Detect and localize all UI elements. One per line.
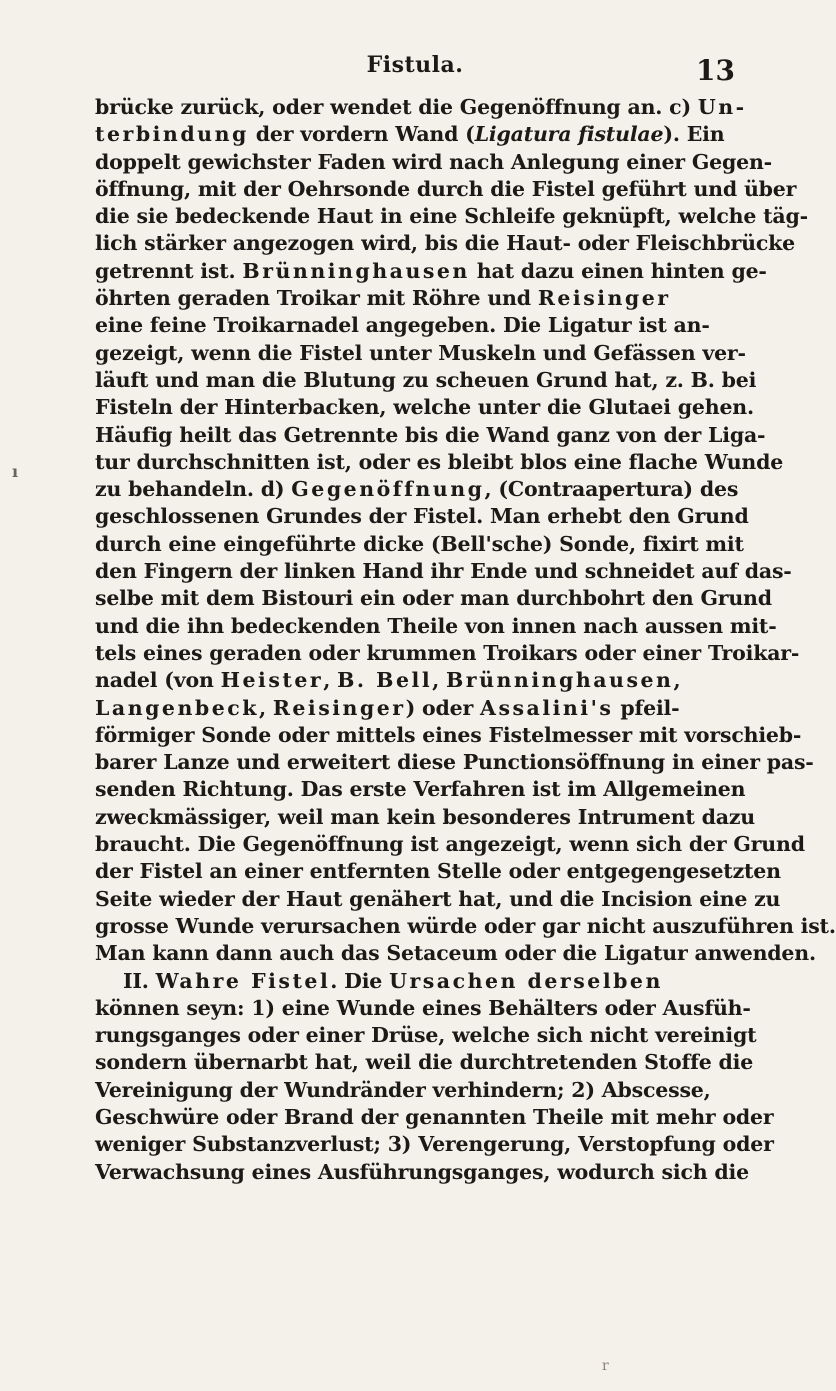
text-line xyxy=(95,831,805,858)
text-line xyxy=(95,121,745,148)
text-span: die sie bedeckende Haut in eine Schleife geknüpft, welche täg- xyxy=(95,204,808,229)
text-span: Verwachsung eines Ausführungsganges, wodurch sich die xyxy=(95,1159,749,1184)
text-line xyxy=(95,149,772,176)
text-span: Wahre Fistel xyxy=(155,968,331,993)
text-line xyxy=(95,1159,749,1186)
text-line xyxy=(95,94,745,121)
text-line xyxy=(95,476,745,503)
text-line xyxy=(95,749,814,776)
text-span: senden Richtung. Das erste Verfahren ist im Allgemeinen xyxy=(95,777,746,802)
text-span: öhrten geraden Troikar mit Röhre und xyxy=(95,286,538,311)
text-line xyxy=(95,503,749,530)
text-span: doppelt gewichster Faden wird nach Anlegung einer Gegen- xyxy=(95,149,772,174)
text-span: sondern übernarbt hat, weil die durchtretenden Stoffe die xyxy=(95,1050,754,1075)
page-number: 13 xyxy=(696,54,735,87)
text-line xyxy=(95,1104,774,1131)
text-span: ). Ein xyxy=(663,122,725,147)
text-line xyxy=(95,585,772,612)
text-span: den Fingern der linken Hand ihr Ende und schneidet auf das- xyxy=(95,559,792,584)
text-span: Langenbeck xyxy=(95,695,259,720)
text-span: , xyxy=(432,668,446,693)
text-span: . Die xyxy=(330,968,390,993)
text-span: zweckmässiger, weil man kein besonderes Intrument dazu xyxy=(95,804,755,829)
text-line xyxy=(95,1022,757,1049)
text-span: eine feine Troikarnadel angegeben. Die Ligatur ist an- xyxy=(95,313,710,338)
stray-mark: r xyxy=(602,1358,609,1374)
text-span: II. xyxy=(123,968,156,993)
text-span: Un- xyxy=(697,95,747,119)
text-span: , (Contraapertura) des xyxy=(484,477,739,502)
text-span: lich stärker angezogen wird, bis die Haut- oder Fleischbrücke xyxy=(95,231,795,256)
text-span: B. Bell xyxy=(337,668,433,693)
text-line xyxy=(95,367,757,394)
text-line xyxy=(95,258,767,285)
text-span: brücke zurück, oder wendet die Gegenöffnung an. c) xyxy=(95,95,698,119)
text-line xyxy=(95,667,745,694)
text-span: tels eines geraden oder krummen Troikars oder einer Troikar- xyxy=(95,640,800,665)
text-line xyxy=(95,886,781,913)
text-span: terbindung xyxy=(95,122,249,147)
text-span: ) oder xyxy=(405,695,481,720)
text-span: Man kann dann auch das Setaceum oder die Ligatur anwenden. xyxy=(95,941,816,966)
text-line xyxy=(95,285,745,312)
text-line xyxy=(95,1077,745,1104)
text-line xyxy=(95,695,745,722)
text-line xyxy=(95,940,816,967)
text-line xyxy=(95,913,836,940)
text-span: grosse Wunde verursachen würde oder gar nicht auszuführen ist. xyxy=(95,913,836,938)
text-span: hat dazu einen hinten ge- xyxy=(469,258,767,283)
text-span: Häufig heilt das Getrennte bis die Wand ganz von der Liga- xyxy=(95,422,766,447)
text-span: förmiger Sonde oder mittels eines Fistelmesser mit vorschieb- xyxy=(95,722,802,747)
text-line xyxy=(95,722,802,749)
text-line xyxy=(95,968,745,995)
body-text xyxy=(95,94,836,1186)
text-span: Seite wieder der Haut genähert hat, und die Incision eine zu xyxy=(95,886,781,911)
text-line xyxy=(95,340,745,367)
text-span: zu behandeln. d) xyxy=(95,477,292,502)
text-line xyxy=(95,640,800,667)
text-span: geschlossenen Grundes der Fistel. Man erhebt den Grund xyxy=(95,504,749,529)
text-span: , xyxy=(673,668,681,693)
text-line xyxy=(95,176,797,203)
text-span: Heister xyxy=(220,668,324,693)
text-span: , xyxy=(323,668,338,693)
text-span: Brünninghausen xyxy=(445,668,674,693)
text-line xyxy=(95,804,755,831)
text-span: Vereinigung der Wundränder verhindern; 2) Abscesse, xyxy=(95,1077,711,1102)
text-span: Fisteln der Hinterbacken, welche unter die Glutaei gehen. xyxy=(95,395,754,420)
margin-mark: ı xyxy=(12,462,19,481)
text-span: Ursachen derselben xyxy=(389,968,663,993)
text-line xyxy=(95,531,745,558)
text-span: getrennt ist. xyxy=(95,258,243,283)
text-line xyxy=(95,449,784,476)
text-span: rungsganges oder einer Drüse, welche sich nicht vereinigt xyxy=(95,1023,757,1048)
text-span: der vordern Wand ( xyxy=(248,122,475,147)
text-span: braucht. Die Gegenöffnung ist angezeigt, wenn sich der Grund xyxy=(95,832,805,857)
text-line xyxy=(95,558,792,585)
text-span: weniger Substanzverlust; 3) Verengerung, Verstopfung oder xyxy=(95,1132,774,1157)
text-span: Gegenöffnung xyxy=(291,477,485,502)
text-line xyxy=(95,230,795,257)
text-span: können seyn: 1) eine Wunde eines Behälters oder Ausfüh- xyxy=(95,995,751,1020)
text-span: der Fistel an einer entfernten Stelle oder entgegengesetzten xyxy=(95,859,781,884)
text-span: Geschwüre oder Brand der genannten Theile mit mehr oder xyxy=(95,1104,774,1129)
text-span: Assalini's xyxy=(480,695,614,720)
running-title: Fistula. xyxy=(366,52,464,78)
page-header xyxy=(95,52,735,92)
text-span: pfeil- xyxy=(613,695,680,720)
text-span: öffnung, mit der Oehrsonde durch die Fistel geführt und über xyxy=(95,176,797,201)
text-line xyxy=(95,776,745,803)
text-line xyxy=(95,394,754,421)
text-line xyxy=(95,203,808,230)
text-span: durch eine eingeführte dicke (Bell'sche) Sonde, fixirt mit xyxy=(95,531,744,556)
text-span: Reisinger xyxy=(537,286,671,311)
text-line xyxy=(95,1131,774,1158)
text-span: Ligatura fistulae xyxy=(474,122,664,147)
text-line xyxy=(95,858,781,885)
text-span: und die ihn bedeckenden Theile von innen nach aussen mit- xyxy=(95,613,777,638)
text-span: , xyxy=(258,695,273,720)
text-span: gezeigt, wenn die Fistel unter Muskeln und Gefässen ver- xyxy=(95,340,746,365)
text-span: läuft und man die Blutung zu scheuen Grund hat, z. B. bei xyxy=(95,367,757,392)
text-span: selbe mit dem Bistouri ein oder man durchbohrt den Grund xyxy=(95,586,772,611)
text-span: Brünninghausen xyxy=(242,258,470,283)
text-span: tur durchschnitten ist, oder es bleibt blos eine flache Wunde xyxy=(95,449,784,474)
text-line xyxy=(95,312,745,339)
text-span: nadel (von xyxy=(95,668,221,693)
text-span: Reisinger xyxy=(272,695,406,720)
text-span: barer Lanze und erweitert diese Punctionsöffnung in einer pas- xyxy=(95,750,814,775)
text-line xyxy=(95,613,777,640)
text-line xyxy=(95,995,751,1022)
text-line xyxy=(95,1049,754,1076)
text-line xyxy=(95,422,766,449)
